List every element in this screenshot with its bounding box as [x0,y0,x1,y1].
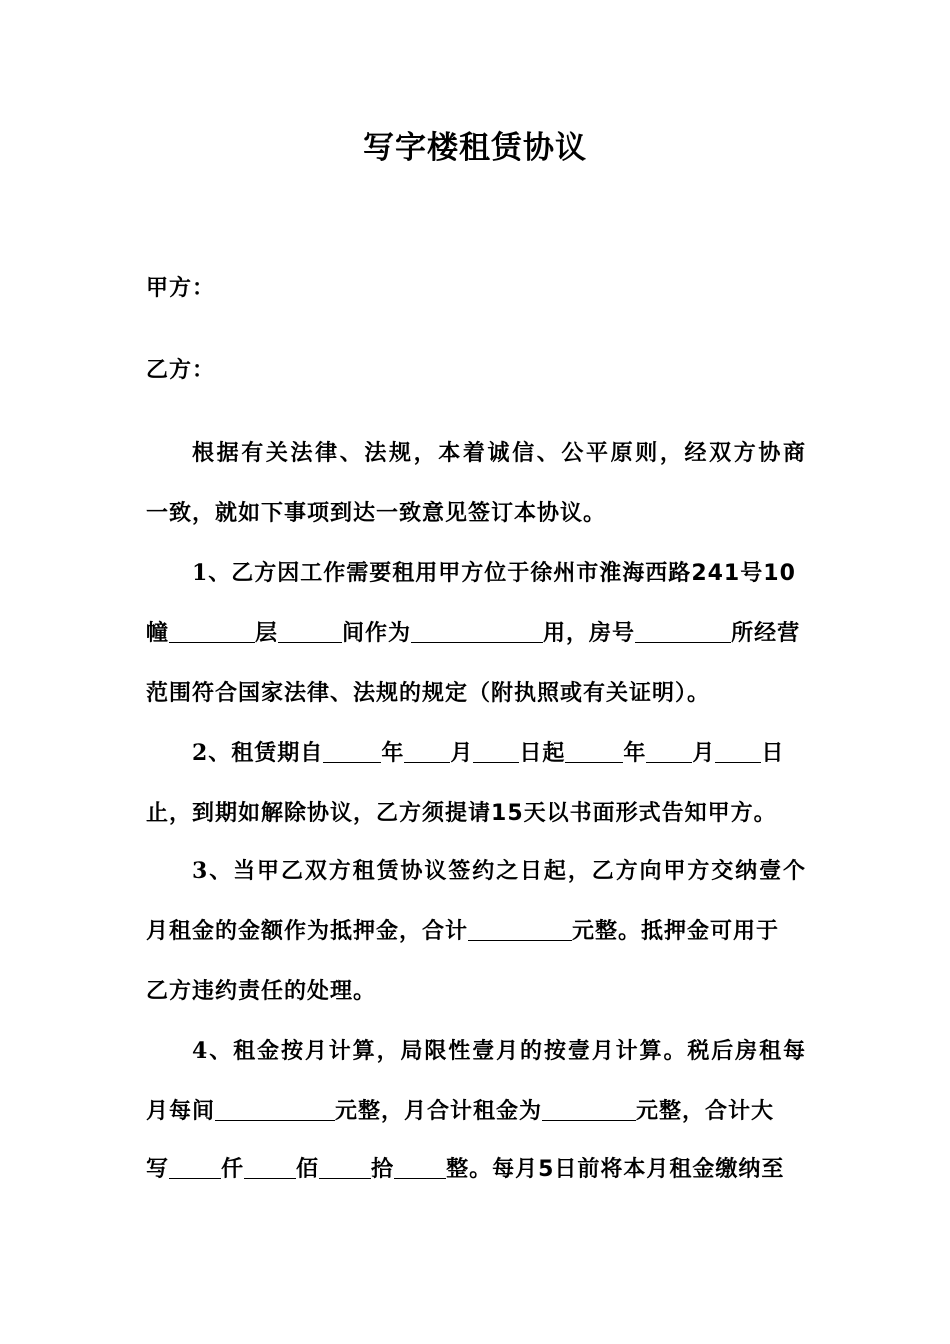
clause1-building-unit: 幢 [146,620,170,646]
room-blank[interactable] [278,620,342,643]
party-a-label: 甲方： [146,275,216,301]
end-year-label: 年 [623,740,647,766]
start-year-blank[interactable] [323,740,381,763]
clause1-building-number: 10 [763,561,796,586]
notice-days: 15 [491,801,524,826]
hundreds-label: 佰 [296,1156,320,1182]
clause4-text-c: 元整，合计大 [636,1098,775,1124]
payment-day: 5 [538,1157,555,1182]
clause3-text-b: 元整。抵押金可用于 [572,918,780,944]
end-month-label: 月 [692,740,716,766]
rent-per-room-blank[interactable] [215,1098,335,1121]
tens-blank[interactable] [319,1156,371,1179]
start-month-label: 月 [450,740,474,766]
usage-blank[interactable] [411,620,543,643]
clause2-line-2 [146,798,806,829]
party-b-label: 乙方： [146,357,216,383]
clause2-text-b: 止，到期如解除协议，乙方须提请 [146,800,492,826]
thousands-label: 仟 [221,1156,245,1182]
start-day-blank[interactable] [473,740,519,763]
clause1-line-1 [146,558,806,589]
clause3-text-a: 月租金的金额作为抵押金，合计 [146,918,469,944]
clause1-floor-unit: 层 [255,620,279,646]
intro-line-1: 根据有关法律、法规，本着诚信、公平原则，经双方协商 [192,440,806,466]
start-year-label: 年 [381,740,405,766]
clause1-street-number: 241 [691,561,741,586]
clause1-text-b: 号 [740,560,764,586]
clause1-room-number-label: 用，房号 [543,620,636,646]
hundreds-blank[interactable] [244,1156,296,1179]
tens-label: 拾 [371,1156,395,1182]
end-day-label: 日 [761,740,785,766]
end-year-blank[interactable] [565,740,623,763]
clause1-line-3: 范围符合国家法律、法规的规定（附执照或有关证明）。 [146,680,711,706]
clause4-text-d: 写 [146,1156,170,1182]
clause3-line-3: 乙方违约责任的处理。 [146,978,377,1004]
monthly-total-blank[interactable] [542,1098,636,1121]
clause4-text-f: 日前将本月租金缴纳至 [554,1156,785,1182]
clause4-text-e: 整。每月 [446,1156,539,1182]
clause1-text-a: 1、乙方因工作需要租用甲方位于徐州市淮海西路 [192,560,692,586]
clause4-text-b: 元整，月合计租金为 [335,1098,543,1124]
thousands-blank[interactable] [169,1156,221,1179]
clause4-line-1: 4、租金按月计算，局限性壹月的按壹月计算。税后房租每 [192,1038,806,1064]
clause1-business-label: 所经营 [731,620,801,646]
deposit-blank[interactable] [468,918,572,941]
clause3-line-2 [146,916,806,946]
units-blank[interactable] [394,1156,446,1179]
end-month-blank[interactable] [646,740,692,763]
start-day-label: 日起 [519,740,566,766]
end-day-blank[interactable] [715,740,761,763]
room-number-blank[interactable] [635,620,731,643]
clause4-text-a: 月每间 [146,1098,216,1124]
document-title: 写字楼租赁协议 [363,130,587,166]
clause4-line-2 [146,1096,806,1126]
clause1-room-usage: 间作为 [342,620,412,646]
clause3-line-1: 3、当甲乙双方租赁协议签约之日起，乙方向甲方交纳壹个 [192,858,806,884]
start-month-blank[interactable] [404,740,450,763]
clause2-line-1 [146,738,806,768]
clause2-text-a: 2、租赁期自 [192,740,324,766]
intro-line-2: 一致，就如下事项到达一致意见签订本协议。 [146,500,607,526]
clause2-text-c: 天以书面形式告知甲方。 [523,800,777,826]
clause1-line-2 [146,618,806,648]
floor-blank[interactable] [169,620,255,643]
clause4-line-3 [146,1154,806,1185]
